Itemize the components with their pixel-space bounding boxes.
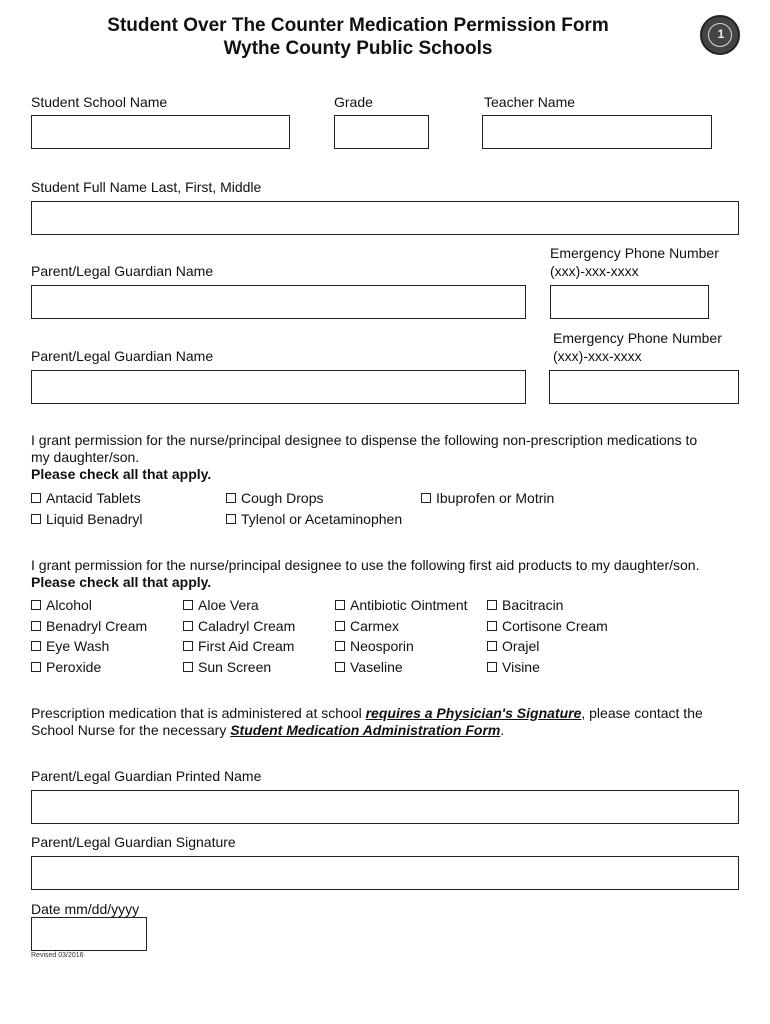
date-field[interactable] bbox=[31, 917, 147, 951]
checkbox-icon[interactable] bbox=[335, 641, 345, 651]
grade-field[interactable] bbox=[334, 115, 429, 149]
parent-1-name-field[interactable] bbox=[31, 285, 526, 319]
emergency-phone-1-format: (xxx)-xxx-xxxx bbox=[550, 263, 639, 279]
guardian-signature-field[interactable] bbox=[31, 856, 739, 890]
checkbox-icon[interactable] bbox=[31, 641, 41, 651]
checkbox-icon[interactable] bbox=[335, 600, 345, 610]
otc-instruction: Please check all that apply. bbox=[31, 466, 212, 482]
student-full-name-label: Student Full Name Last, First, Middle bbox=[31, 179, 262, 195]
fa-visine-checkbox[interactable]: Visine bbox=[487, 659, 540, 675]
guardian-signature-label: Parent/Legal Guardian Signature bbox=[31, 834, 236, 850]
grade-label: Grade bbox=[334, 94, 373, 110]
county-seal-icon: 1 bbox=[700, 15, 740, 55]
medication-form-link[interactable]: Student Medication Administration Form bbox=[230, 722, 501, 738]
student-school-name-field[interactable] bbox=[31, 115, 290, 149]
fa-benadryl-cream-checkbox[interactable]: Benadryl Cream bbox=[31, 618, 147, 634]
fa-orajel-checkbox[interactable]: Orajel bbox=[487, 638, 539, 654]
checkbox-icon[interactable] bbox=[31, 600, 41, 610]
checkbox-icon[interactable] bbox=[487, 641, 497, 651]
checkbox-icon[interactable] bbox=[183, 662, 193, 672]
fa-carmex-checkbox[interactable]: Carmex bbox=[335, 618, 399, 634]
emergency-phone-2-format: (xxx)-xxx-xxxx bbox=[553, 348, 642, 364]
checkbox-icon[interactable] bbox=[421, 493, 431, 503]
checkbox-icon[interactable] bbox=[487, 662, 497, 672]
revised-date: Revised 03/2016 bbox=[31, 952, 84, 959]
fa-aloe-vera-checkbox[interactable]: Aloe Vera bbox=[183, 597, 259, 613]
checkbox-icon[interactable] bbox=[183, 621, 193, 631]
fa-peroxide-checkbox[interactable]: Peroxide bbox=[31, 659, 101, 675]
guardian-printed-name-label: Parent/Legal Guardian Printed Name bbox=[31, 768, 262, 784]
parent-2-name-field[interactable] bbox=[31, 370, 526, 404]
parent-1-name-label: Parent/Legal Guardian Name bbox=[31, 263, 214, 279]
checkbox-icon[interactable] bbox=[335, 621, 345, 631]
fa-first-aid-cream-checkbox[interactable]: First Aid Cream bbox=[183, 638, 294, 654]
parent-2-name-label: Parent/Legal Guardian Name bbox=[31, 348, 214, 364]
checkbox-icon[interactable] bbox=[335, 662, 345, 672]
fa-alcohol-checkbox[interactable]: Alcohol bbox=[31, 597, 92, 613]
fa-neosporin-checkbox[interactable]: Neosporin bbox=[335, 638, 414, 654]
teacher-name-label: Teacher Name bbox=[484, 94, 576, 110]
checkbox-icon[interactable] bbox=[226, 514, 236, 524]
physician-signature-link[interactable]: requires a Physician's Signature bbox=[365, 705, 582, 721]
emergency-phone-2-field[interactable] bbox=[549, 370, 739, 404]
checkbox-icon[interactable] bbox=[487, 600, 497, 610]
guardian-printed-name-field[interactable] bbox=[31, 790, 739, 824]
fa-sun-screen-checkbox[interactable]: Sun Screen bbox=[183, 659, 271, 675]
checkbox-icon[interactable] bbox=[226, 493, 236, 503]
checkbox-icon[interactable] bbox=[31, 621, 41, 631]
first-aid-instruction: Please check all that apply. bbox=[31, 574, 212, 590]
emergency-phone-1-label: Emergency Phone Number bbox=[550, 245, 719, 261]
student-full-name-field[interactable] bbox=[31, 201, 739, 235]
first-aid-intro: I grant permission for the nurse/principal designee to use the following first aid products to my daughter/son. bbox=[31, 557, 700, 573]
checkbox-icon[interactable] bbox=[487, 621, 497, 631]
fa-eye-wash-checkbox[interactable]: Eye Wash bbox=[31, 638, 109, 654]
checkbox-icon[interactable] bbox=[31, 493, 41, 503]
checkbox-icon[interactable] bbox=[31, 514, 41, 524]
fa-vaseline-checkbox[interactable]: Vaseline bbox=[335, 659, 403, 675]
fa-caladryl-cream-checkbox[interactable]: Caladryl Cream bbox=[183, 618, 295, 634]
date-label: Date mm/dd/yyyy bbox=[31, 901, 140, 917]
emergency-phone-2-label: Emergency Phone Number bbox=[553, 330, 722, 346]
teacher-name-field[interactable] bbox=[482, 115, 712, 149]
emergency-phone-1-field[interactable] bbox=[550, 285, 709, 319]
fa-cortisone-cream-checkbox[interactable]: Cortisone Cream bbox=[487, 618, 608, 634]
checkbox-icon[interactable] bbox=[31, 662, 41, 672]
prescription-note: Prescription medication that is administered at school requires a Physician's Signature, please contact the School Nurse for the necessary Student Medication Administration Form. bbox=[31, 705, 703, 738]
otc-tylenol-checkbox[interactable]: Tylenol or Acetaminophen bbox=[226, 511, 402, 527]
fa-bacitracin-checkbox[interactable]: Bacitracin bbox=[487, 597, 563, 613]
otc-ibuprofen-checkbox[interactable]: Ibuprofen or Motrin bbox=[421, 490, 554, 506]
checkbox-icon[interactable] bbox=[183, 600, 193, 610]
otc-liquid-benadryl-checkbox[interactable]: Liquid Benadryl bbox=[31, 511, 143, 527]
student-school-name-label: Student School Name bbox=[31, 94, 168, 110]
form-subtitle: Wythe County Public Schools bbox=[223, 38, 493, 59]
form-title: Student Over The Counter Medication Permission Form bbox=[107, 15, 609, 36]
fa-antibiotic-ointment-checkbox[interactable]: Antibiotic Ointment bbox=[335, 597, 468, 613]
otc-intro: I grant permission for the nurse/principal designee to dispense the following non-prescription medications to my daughter/son. bbox=[31, 432, 698, 465]
otc-antacid-checkbox[interactable]: Antacid Tablets bbox=[31, 490, 141, 506]
checkbox-icon[interactable] bbox=[183, 641, 193, 651]
otc-cough-drops-checkbox[interactable]: Cough Drops bbox=[226, 490, 324, 506]
